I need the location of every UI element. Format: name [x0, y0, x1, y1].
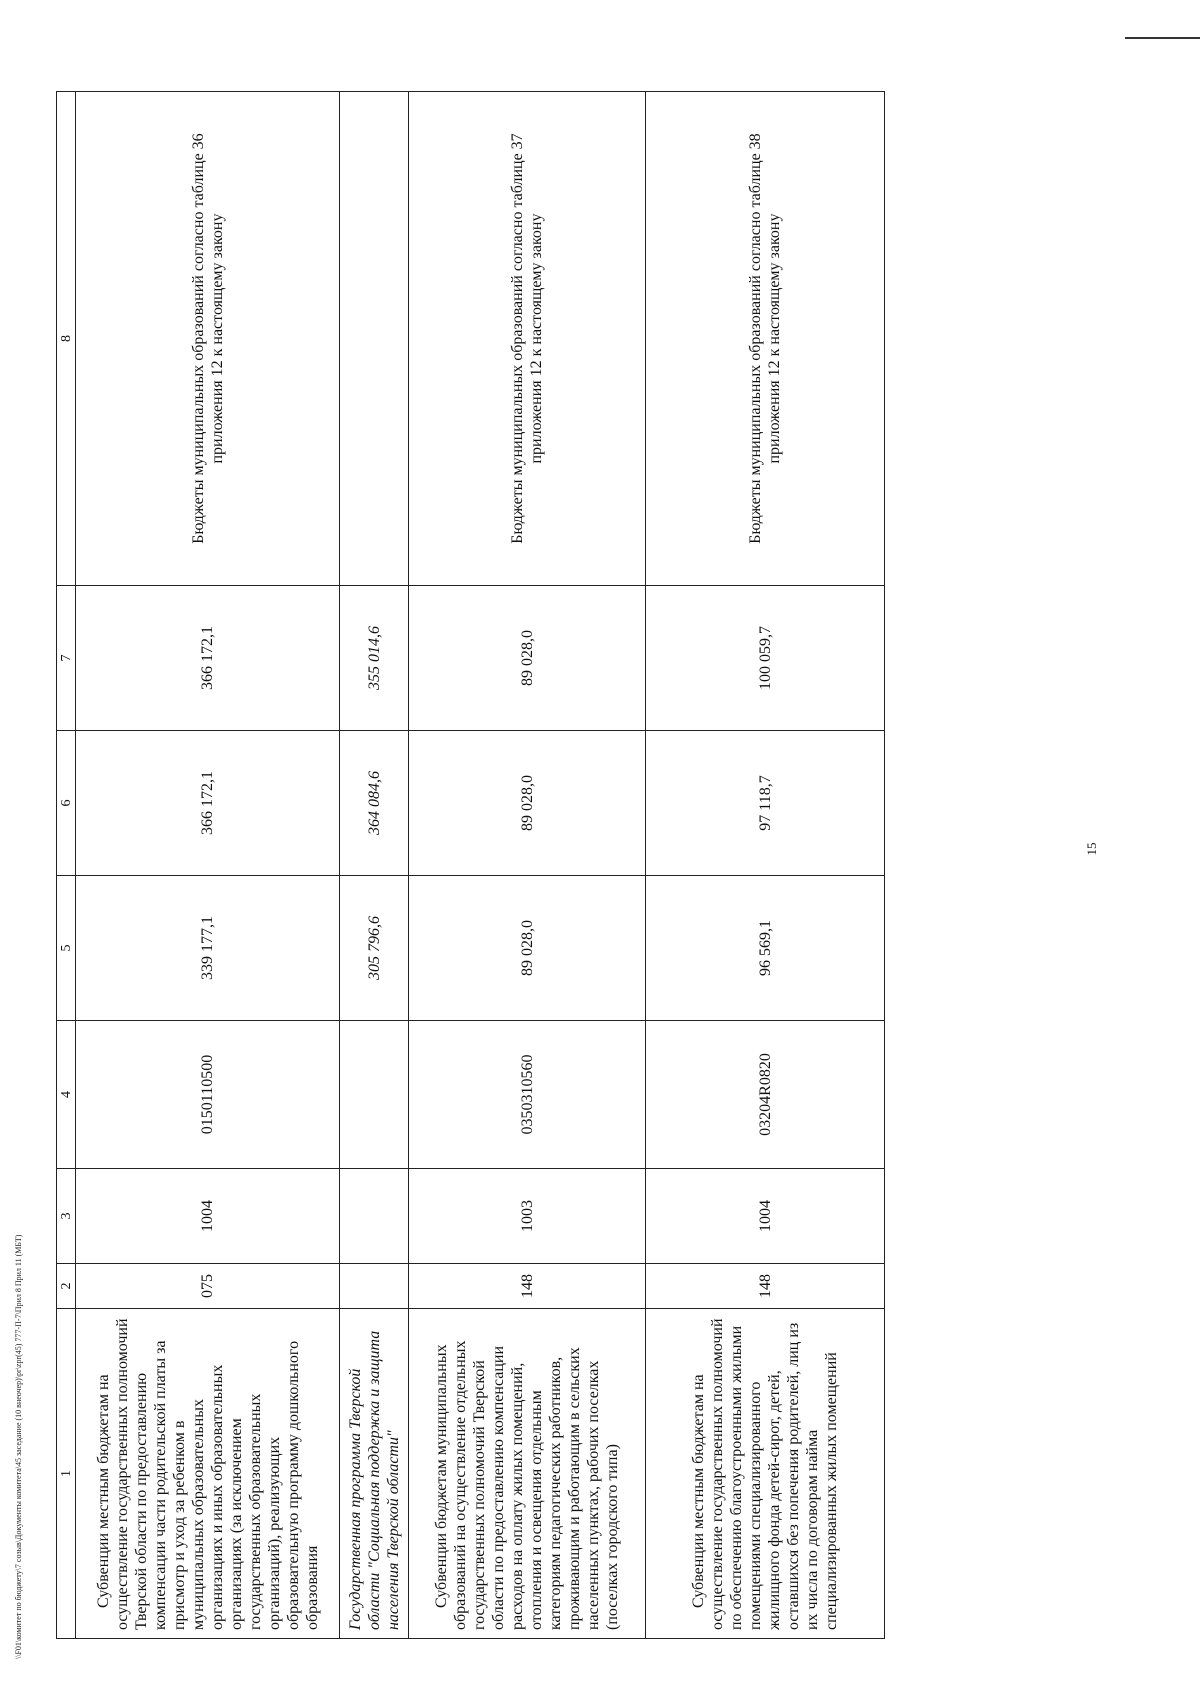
col7-cell: 89 028,0	[409, 586, 646, 731]
col6-cell: 364 084,6	[340, 731, 409, 876]
recipient-cell: Бюджеты муниципальных образований согласно таблице 36 приложения 12 к настоящему закону	[76, 92, 340, 586]
col4-cell: 03204R0820	[646, 1021, 885, 1169]
table-row	[409, 92, 646, 1639]
row-name-cell	[76, 1309, 340, 1639]
table-row	[646, 92, 885, 1639]
column-number: 2	[57, 1264, 76, 1309]
col3-cell: 1004	[76, 1169, 340, 1264]
col7-cell: 366 172,1	[76, 586, 340, 731]
file-path-footer: \\F01\комитет по бюджету\7 созыв\Документы комитета\45 заседание (10 внеочер)\pr\zpr(45) 777-П-7\Прил 8 Прил 11 (МБТ)	[14, 1234, 23, 1659]
page-edge-line	[1125, 37, 1200, 39]
recipient-cell	[340, 92, 409, 586]
budget-table	[56, 91, 885, 1639]
col4-cell: 0350310560	[409, 1021, 646, 1169]
table-row	[340, 92, 409, 1639]
col5-cell: 89 028,0	[409, 876, 646, 1021]
col5-cell: 305 796,6	[340, 876, 409, 1021]
column-number-row	[57, 92, 76, 1639]
recipient-cell: Бюджеты муниципальных образований согласно таблице 37 приложения 12 к настоящему закону	[409, 92, 646, 586]
row-name: Субвенции бюджетам муниципальных образований на осуществление отдельных государственных полномочий Тверской области по предоставлению компенсации расходов на оплату жилых помещений, отопления и освещения отдельным категориям педагогических работников, проживающим и работающим в сельских населенных пунктах, рабочих поселках (поселках городского типа)	[433, 1340, 621, 1630]
col3-cell: 1004	[646, 1169, 885, 1264]
col2-cell	[340, 1264, 409, 1309]
column-number: 5	[57, 876, 76, 1021]
col5-cell: 96 569,1	[646, 876, 885, 1021]
col4-cell	[340, 1021, 409, 1169]
row-name: Субвенции местным бюджетам на осуществление государственных полномочий Тверской области по предоставлению компенсации части родительской платы за присмотр и уход за ребенком в муниципальных образовательных организациях и иных образовательных организациях (за исключением государственных образовательных организаций), реализующих образовательную программу дошкольного образования	[94, 1318, 321, 1630]
col2-cell: 148	[409, 1264, 646, 1309]
col2-cell: 075	[76, 1264, 340, 1309]
row-name-cell: Государственная программа Тверской области "Социальная поддержка и защита населения Тверской области"	[340, 1309, 409, 1639]
row-name-cell	[409, 1309, 646, 1639]
row-name: Субвенции местным бюджетам на осуществление государственных полномочий по обеспечению благоустроенными жилыми помещениями специализированного жилищного фонда детей-сирот, детей, оставшихся без попечения родителей, лиц из их числа по договорам найма специализированных жилых помещений	[690, 1318, 840, 1630]
col5-cell: 339 177,1	[76, 876, 340, 1021]
col6-cell: 366 172,1	[76, 731, 340, 876]
row-name-cell	[646, 1309, 885, 1639]
column-number: 1	[57, 1309, 76, 1639]
recipient-cell: Бюджеты муниципальных образований согласно таблице 38 приложения 12 к настоящему закону	[646, 92, 885, 586]
col3-cell	[340, 1169, 409, 1264]
table-row	[76, 92, 340, 1639]
col7-cell: 100 059,7	[646, 586, 885, 731]
column-number: 6	[57, 731, 76, 876]
column-number: 8	[57, 92, 76, 586]
col3-cell: 1003	[409, 1169, 646, 1264]
column-number: 3	[57, 1169, 76, 1264]
column-number: 7	[57, 586, 76, 731]
col7-cell: 355 014,6	[340, 586, 409, 731]
col6-cell: 89 028,0	[409, 731, 646, 876]
page-number: 15	[1084, 842, 1099, 856]
column-number: 4	[57, 1021, 76, 1169]
col6-cell: 97 118,7	[646, 731, 885, 876]
col2-cell: 148	[646, 1264, 885, 1309]
col4-cell: 0150110500	[76, 1021, 340, 1169]
